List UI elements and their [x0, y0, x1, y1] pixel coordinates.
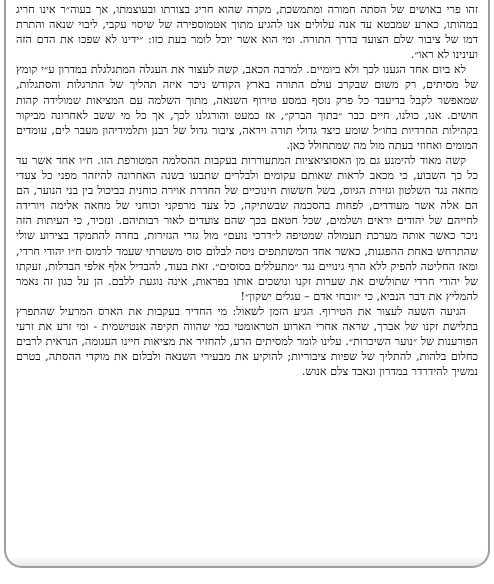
article-paragraph-4: הגיעה השעה לעצור את הטירוף. הגיע הזמן לשאול: מי החדיר בעקבות את הארס המרעיל שהתפרץ בתלישת זקנו של אברך, שראה אחרי הארוע הטראומטי כמי שהווה תקיפה אנטישמית - ומי זרע את זרעי הפורענות של ״נוער השיכרות״. עלינו לומר למסיתים הרע, להחזיר את מציאות חיינו העגומה, הנראית לרבים כחלום בלהות, להתליך של שפיות ציבוריות; להוקיע את מבעירי השנאה ולבלום את מוקדי ההסתה, בטרם נמשיך להידרדר במדרון ונאבד צלם אנוש.	[16, 304, 478, 379]
article-body	[6, 0, 488, 379]
article-paragraph-2: לא ביום אחד הגענו לכך ולא ביומיים. למרבה הכאב, קשה לעצור את העגלה המתגלגלת במדרון ע״י קומץ של מסיתים, רק משום שבקרב עולם התורה בארץ הקודש ניכר איזה תהליך של התרגלות והסתגלות, שמאפשר לקבל בדיעבד כל פרק נוסף במסע טירוף השנאה, מתוך השלמה עם המציאות שמולידה קהות חושים. אנו, כולנו, חיים כבר ״בתוך הברק״, אז כמעט והורגלנו לכך, אך כל מי ששב לאחרונה מביקור בקהילות החרדיות בחו״ל שומע כיצד גדולי תורה ויראה, ציבור גדול של רבנן ותלמידיהון מעבר לים, עומדים המומים ואחוזי בעתה מול מה שמתחולל כאן.	[16, 63, 478, 152]
frame-bottom-band	[6, 556, 488, 566]
article-frame	[4, 0, 490, 568]
article-paragraph-1: זהו פרי באושים של הסתה חמורה ומתמשכת, מקרה שהוא חריג בצורתו ובעוצמתו, אך בעוה״ר אינו חריג במהותו, כארע שמבטא עד אנה עלולים אנו להגיע מתוך אטמוספירה של שיסוי עקבי, ליבוי שנאה והתרת דמו של ציבור שלם הצועד בדרך התורה. ומי הוא אשר יוכל לומר בעת כזו: ״ידינו לא שפכו את הדם הזה ועינינו לא ראו״.	[16, 3, 478, 62]
article-paragraph-3: קשה מאוד להימנע גם מן האסוציאציות המתעוררות בעקבות ההסלמה המטורפת הזו. ח״ו אחד אשר עד כל כך השבוע, כי מכאב לראות שאותם עקומים ולבלרים שתבעו בשנה האחרונה להיזהר מפני כל צעדי מחאה נגד השלטון וגזירת הגיוס, בשל חששות חינוכיים של החדרת אוירה כוחנית כביכול בין בני הנוער, הם הם אלה אשר מעודדים, לפחות בהסכמה שבשתיקה, כל צעד מרפקני וכוחני של מחאה אלימה ויורידה לחייהם של יהודים יראים ושלמים, שכל חטאם בכך שהם צועדים לאור רבותיהם. ונזכיר, כי העיתות הזה ניכר כאשר אותה מערכת תעמולה שמטיפה ל״דרכי נועם״ מול גזרי הגזירות, בחרה להתמקד בצירוע שולי שהתרחש באחת ההפגנות, כאשר אחד המשתתפים ניסה לבלום סוס משטרתי שעמד לרמוס ח״ו יהודי חרדי, ומאז החליטה להפיק ללא הרף גינויים נגד ״מתעללים בסוסים״. זאת בעוד, להבדיל אלף אלפי הבדלות, זעקתו של יהודי חרדי שתולשים את שערות זקנו ונושכים אותו בפראות, אינה נוגעת ללבם. הן על כגון זה נאמר להמליץ את דבר הנביא, כי ״זובחי אדם – עגלים ישקון״!	[16, 153, 478, 303]
